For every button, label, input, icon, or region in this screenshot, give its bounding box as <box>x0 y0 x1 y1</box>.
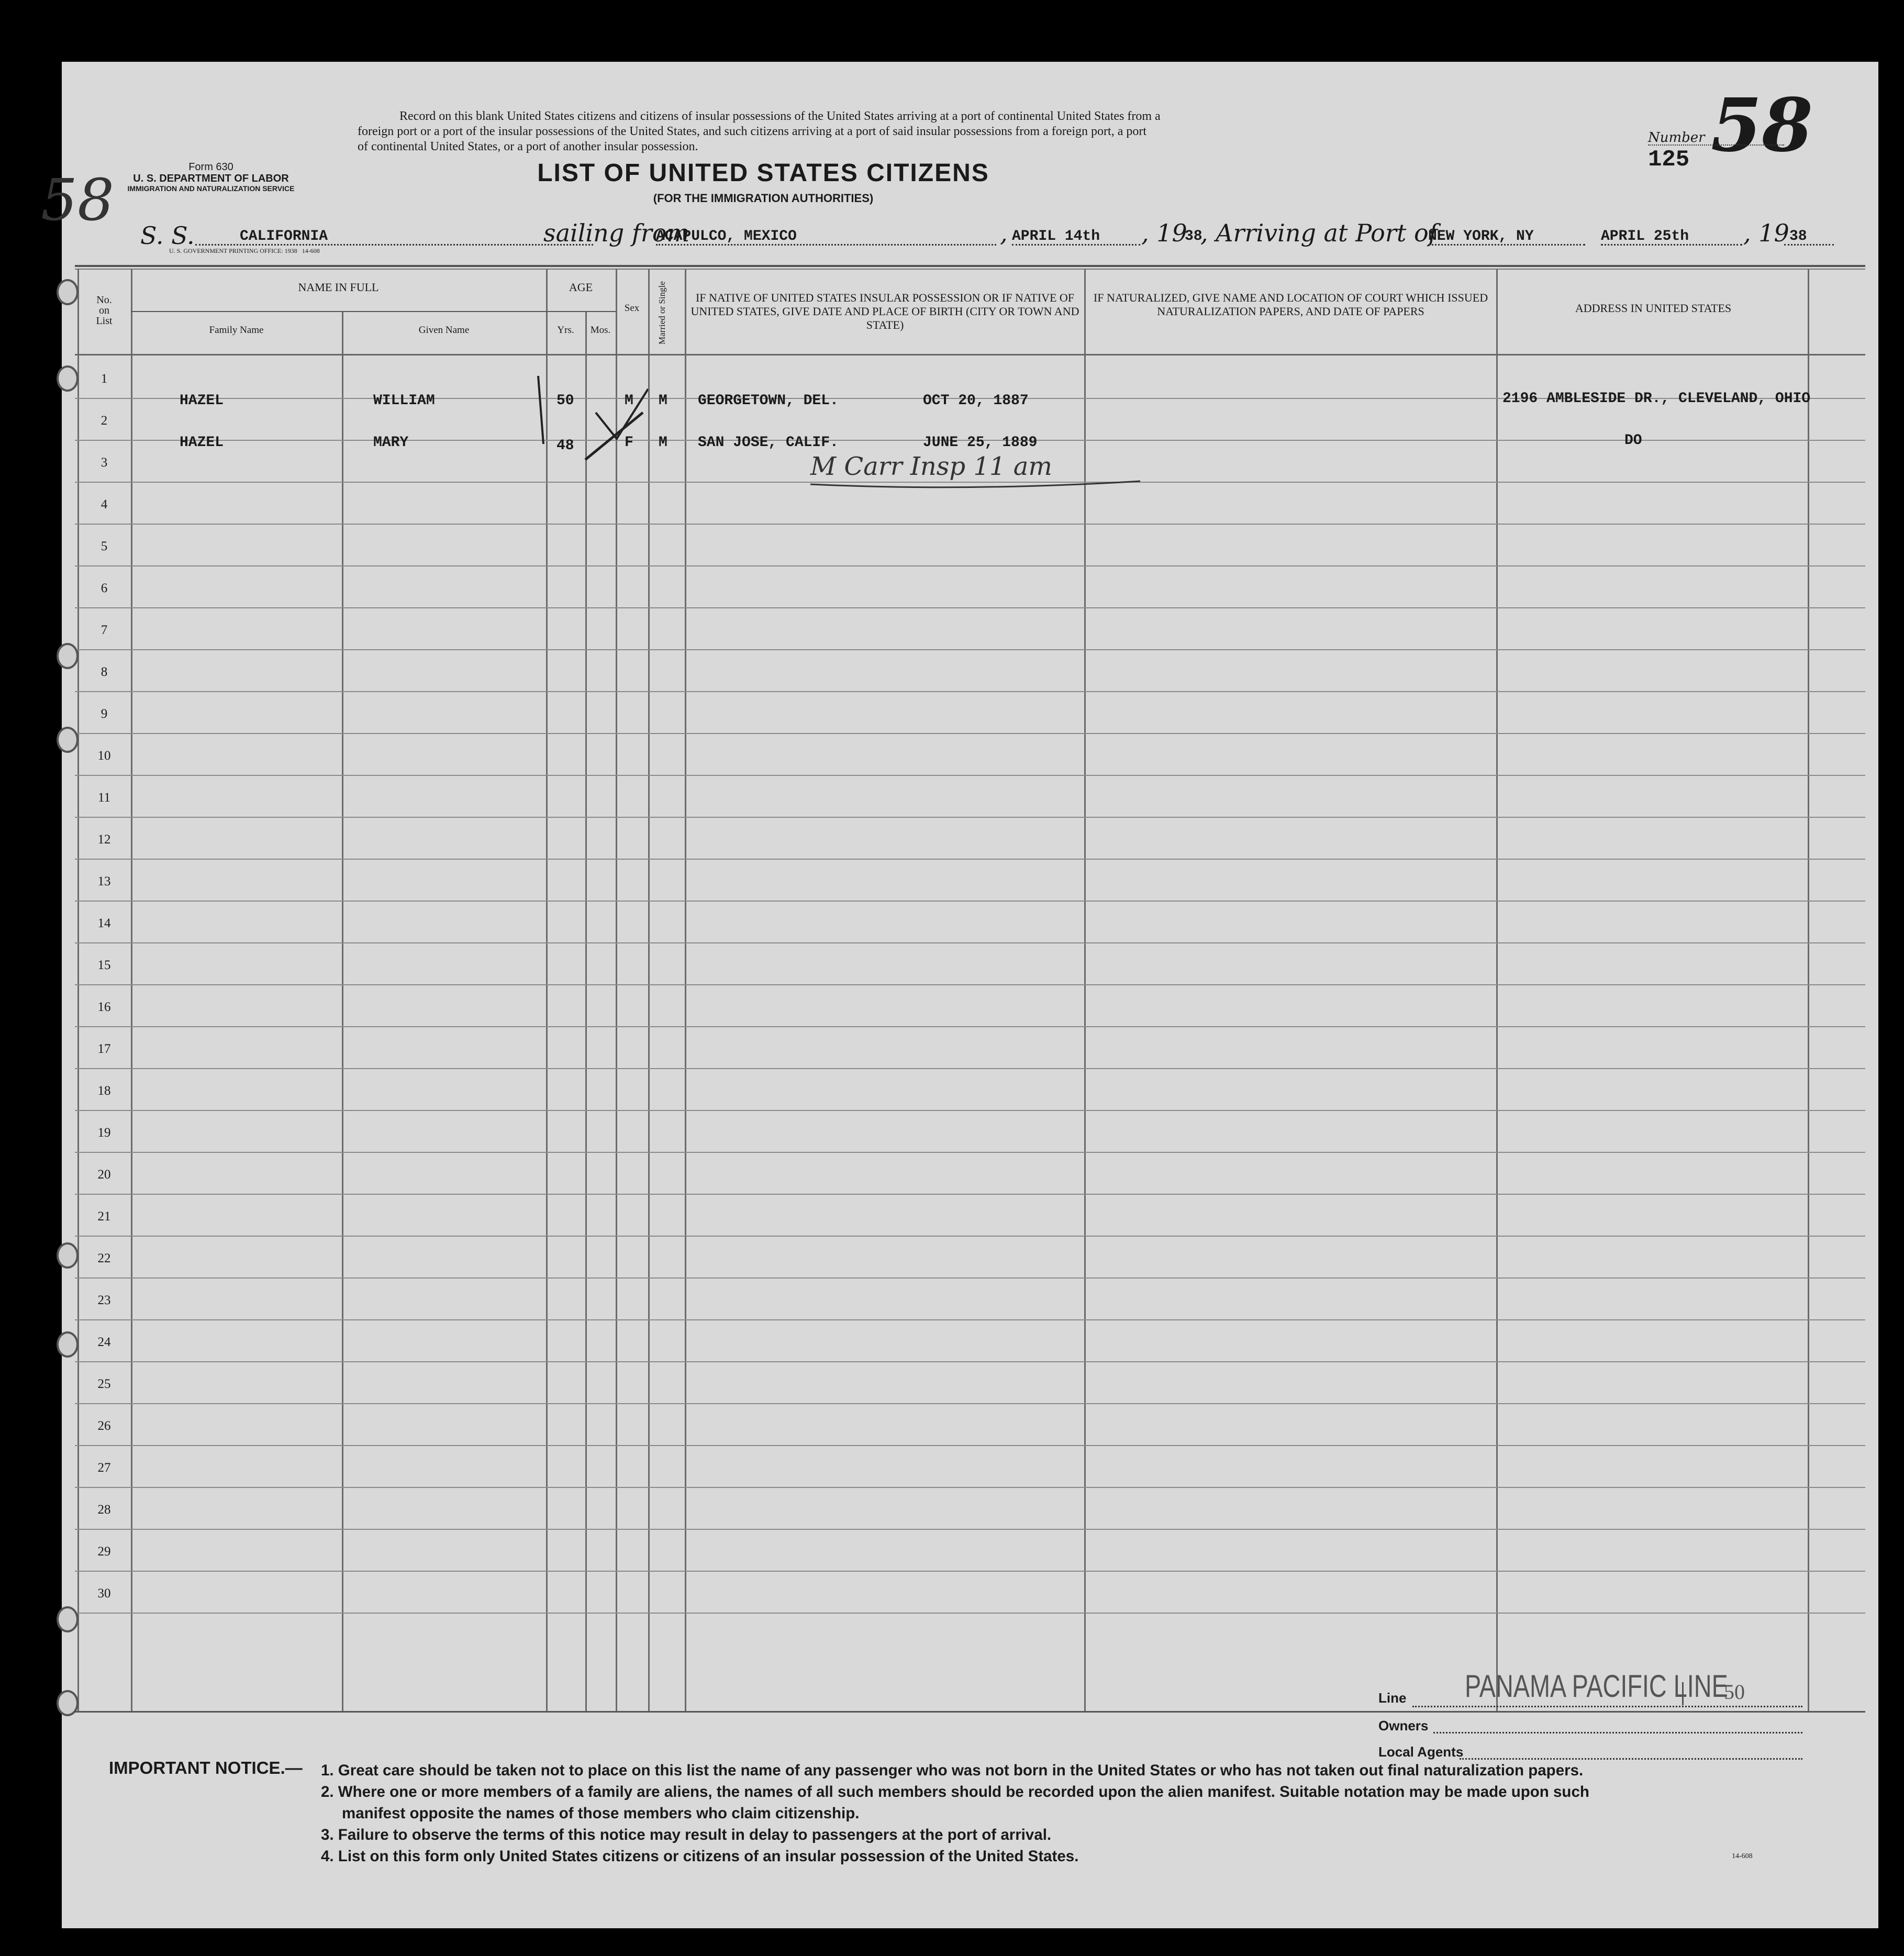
row2-marital: M <box>659 435 667 451</box>
row-rule <box>75 1403 1865 1404</box>
col-header-yrs: Yrs. <box>557 325 574 336</box>
comma-1: , <box>1000 219 1008 247</box>
punch-hole <box>57 727 79 753</box>
row-number: 1 <box>101 372 108 386</box>
row-rule <box>75 1571 1865 1572</box>
row-rule <box>75 1026 1865 1027</box>
col-line <box>131 269 132 1711</box>
form-department: U. S. DEPARTMENT OF LABOR <box>133 173 289 184</box>
col-line <box>685 269 686 1711</box>
punch-hole <box>57 1606 79 1632</box>
row-rule <box>75 1236 1865 1237</box>
row-rule <box>75 984 1865 985</box>
row-number: 9 <box>101 707 108 721</box>
row-rule <box>75 942 1865 943</box>
arrive-date: APRIL 25th <box>1601 228 1689 244</box>
row-number: 8 <box>101 665 108 679</box>
row1-marital: M <box>659 393 667 409</box>
col-line <box>1808 269 1809 1711</box>
col-header-family: Family Name <box>209 325 264 336</box>
instruction-line-1: Record on this blank United States citizens and citizens of insular possessions of the United States arriving at a port of continental United States from a <box>399 109 1161 123</box>
row-number: 25 <box>97 1377 111 1391</box>
row-rule <box>75 524 1865 525</box>
page-subtitle: (FOR THE IMMIGRATION AUTHORITIES) <box>653 192 874 205</box>
inspector-underline <box>810 478 1145 494</box>
row-rule <box>75 1152 1865 1153</box>
row-number: 3 <box>101 455 108 470</box>
col-line <box>546 269 548 1711</box>
notice-item-1: 1. Great care should be taken not to place on this list the name of any passenger who was not born in the United States or who has not taken out final naturalization papers. <box>321 1762 1584 1779</box>
notice-item-4: 4. List on this form only United States citizens or citizens of an insular possession of the United States. <box>321 1848 1079 1865</box>
notice-item-3: 3. Failure to observe the terms of this notice may result in delay to passengers at the port of arrival. <box>321 1826 1052 1843</box>
table-top-rule-2 <box>75 269 1865 270</box>
arrive-year: 38 <box>1789 228 1807 244</box>
form-service: IMMIGRATION AND NATURALIZATION SERVICE <box>127 184 295 193</box>
notice-item-2-cont: manifest opposite the names of those members who claim citizenship. <box>342 1805 860 1822</box>
row-rule <box>75 1277 1865 1279</box>
row-number: 10 <box>97 749 111 763</box>
row-number: 4 <box>101 497 108 512</box>
row-number: 23 <box>97 1293 111 1307</box>
row-number: 20 <box>97 1168 111 1182</box>
from-line <box>656 244 996 246</box>
row-number: 17 <box>97 1042 111 1056</box>
row-rule <box>75 817 1865 818</box>
sail-date-line <box>1012 244 1140 246</box>
number-underline <box>1648 145 1784 146</box>
name-age-divider <box>131 311 616 312</box>
row-number: 7 <box>101 623 108 637</box>
punch-hole <box>57 1242 79 1269</box>
sail-year: 38 <box>1185 228 1202 244</box>
row-number: 6 <box>101 581 108 595</box>
col-header-naturalized: IF NATURALIZED, GIVE NAME AND LOCATION OF COURT WHICH ISSUED NATURALIZATION PAPERS, AND DATE OF PAPERS <box>1093 291 1488 318</box>
agents-label: Local Agents <box>1378 1744 1464 1760</box>
punch-hole <box>57 365 79 392</box>
row-rule <box>75 859 1865 860</box>
row-number: 11 <box>97 791 111 805</box>
arrival-port: NEW YORK, NY <box>1428 228 1534 244</box>
form-number: Form 630 <box>188 161 233 173</box>
sailing-label: sailing from <box>543 219 690 247</box>
punch-hole <box>57 1331 79 1358</box>
row1-family: HAZEL <box>180 393 224 409</box>
row1-yrs: 50 <box>556 393 574 409</box>
owners-label: Owners <box>1378 1718 1429 1733</box>
col-header-birth: IF NATIVE OF UNITED STATES INSULAR POSSESSION OR IF NATIVE OF UNITED STATES, GIVE DATE AND PLACE OF BIRTH (CITY OR TOWN AND STATE) <box>691 291 1079 331</box>
row-number: 15 <box>97 958 111 972</box>
row-number: 21 <box>97 1209 111 1224</box>
table-bottom-rule <box>75 1711 1865 1713</box>
row-number: 30 <box>97 1586 111 1601</box>
col-header-name: NAME IN FULL <box>298 281 379 294</box>
col-line <box>77 269 79 1711</box>
arriving-label: , Arriving at Port of <box>1200 219 1438 247</box>
row-rule <box>75 565 1865 566</box>
printing-office: U. S. GOVERNMENT PRINTING OFFICE: 1938 14-608 <box>169 247 320 254</box>
col-header-married: Married or Single <box>657 281 667 344</box>
row-number: 28 <box>97 1503 111 1517</box>
row-rule <box>75 1068 1865 1069</box>
arrive-date-line <box>1601 244 1742 246</box>
notice-heading: IMPORTANT NOTICE.— <box>109 1758 303 1777</box>
notice-item-2: 2. Where one or more members of a family are aliens, the names of all such members should be recorded upon the alien manifest. Suitable notation may be made upon such <box>321 1783 1589 1801</box>
footer-code: 14-608 <box>1732 1852 1753 1860</box>
col-line <box>342 312 343 1711</box>
row-number: 12 <box>97 832 111 847</box>
row-number: 13 <box>97 874 111 888</box>
owners-rule <box>1433 1732 1802 1733</box>
inspector-note: M Carr Insp 11 am <box>810 452 1052 481</box>
port-line <box>1428 244 1585 246</box>
col-line <box>648 269 650 1711</box>
row-number: 14 <box>97 916 111 930</box>
row2-address: DO <box>1624 432 1642 449</box>
row1-birthplace: GEORGETOWN, DEL. <box>698 393 839 409</box>
row-number: 29 <box>97 1544 111 1559</box>
notice-items <box>321 1760 1589 1867</box>
header-bottom-rule <box>75 354 1865 355</box>
year-prefix-1: , 19 <box>1141 219 1187 247</box>
punch-hole <box>57 1690 79 1716</box>
row-rule <box>75 1445 1865 1446</box>
row1-birthdate: OCT 20, 1887 <box>923 393 1029 409</box>
sail-date: APRIL 14th <box>1012 228 1100 244</box>
row-rule <box>75 733 1865 734</box>
row2-sex: F <box>625 435 633 451</box>
row-number: 27 <box>97 1461 111 1475</box>
tally-number: 50 <box>1724 1680 1745 1704</box>
row-number: 18 <box>97 1084 111 1098</box>
row2-family: HAZEL <box>180 435 224 451</box>
ss-label: S. S. <box>140 221 195 250</box>
number-handwritten: 58 <box>1711 83 1813 169</box>
year-prefix-2: , 19 <box>1743 219 1789 247</box>
row-rule <box>75 1110 1865 1111</box>
row-rule <box>75 1613 1865 1614</box>
ship-name: CALIFORNIA <box>240 228 328 244</box>
row-number: 16 <box>97 1000 111 1014</box>
row-number: 19 <box>97 1126 111 1140</box>
punch-hole <box>57 279 79 305</box>
row-number: 22 <box>97 1251 111 1265</box>
row-rule <box>75 1319 1865 1320</box>
instructions <box>358 109 1161 154</box>
table-top-rule <box>75 265 1865 267</box>
col-header-address: ADDRESS IN UNITED STATES <box>1575 302 1732 315</box>
row2-yrs: 48 <box>556 438 574 454</box>
col-header-no: No. on List <box>96 294 113 327</box>
row2-birthplace: SAN JOSE, CALIF. <box>698 435 839 451</box>
instruction-line-2: foreign port or a port of the insular possessions of the United States, and such citizens arriving at a port of said insular possessions from a foreign port, a port <box>358 125 1147 138</box>
row-rule <box>75 1529 1865 1530</box>
row-rule <box>75 607 1865 608</box>
col-line <box>585 312 587 1711</box>
manifest-sheet <box>41 62 1878 1928</box>
row-rule <box>75 691 1865 692</box>
row-rule <box>75 1361 1865 1362</box>
row-rule <box>75 775 1865 776</box>
check-marks <box>522 355 648 475</box>
row-rule <box>75 1194 1865 1195</box>
col-line <box>1496 269 1498 1711</box>
row-number: 26 <box>97 1419 111 1433</box>
row-rule <box>75 901 1865 902</box>
instruction-line-3: of continental United States, or a port of another insular possession. <box>358 140 698 153</box>
col-header-given: Given Name <box>418 325 470 336</box>
col-header-age: AGE <box>569 281 593 294</box>
row-number: 2 <box>101 414 108 428</box>
number-stamped: 125 <box>1648 147 1690 173</box>
line-label: Line <box>1378 1690 1407 1706</box>
row2-given: MARY <box>373 435 409 451</box>
page-title: LIST OF UNITED STATES CITIZENS <box>537 159 989 187</box>
row-number: 5 <box>101 539 108 553</box>
row2-birthdate: JUNE 25, 1889 <box>923 435 1038 451</box>
margin-number: 58 <box>41 166 114 234</box>
col-header-sex: Sex <box>624 303 640 314</box>
number-label: Number <box>1648 130 1705 146</box>
col-line <box>616 269 617 1711</box>
col-header-mos: Mos. <box>590 325 611 336</box>
row1-sex: M <box>625 393 633 409</box>
row1-address: 2196 AMBLESIDE DR., CLEVELAND, OHIO <box>1502 391 1811 407</box>
row-rule <box>75 649 1865 650</box>
arrive-year-line <box>1784 244 1834 246</box>
sailing-from: ACAPULCO, MEXICO <box>656 228 797 244</box>
row1-given: WILLIAM <box>373 393 435 409</box>
ship-line <box>195 244 593 246</box>
row-number: 24 <box>97 1335 111 1349</box>
punch-hole <box>57 643 79 669</box>
row-rule <box>75 1487 1865 1488</box>
line-rule <box>1412 1706 1802 1707</box>
line-value-stamp: PANAMA PACIFIC LINE <box>1465 1669 1728 1704</box>
